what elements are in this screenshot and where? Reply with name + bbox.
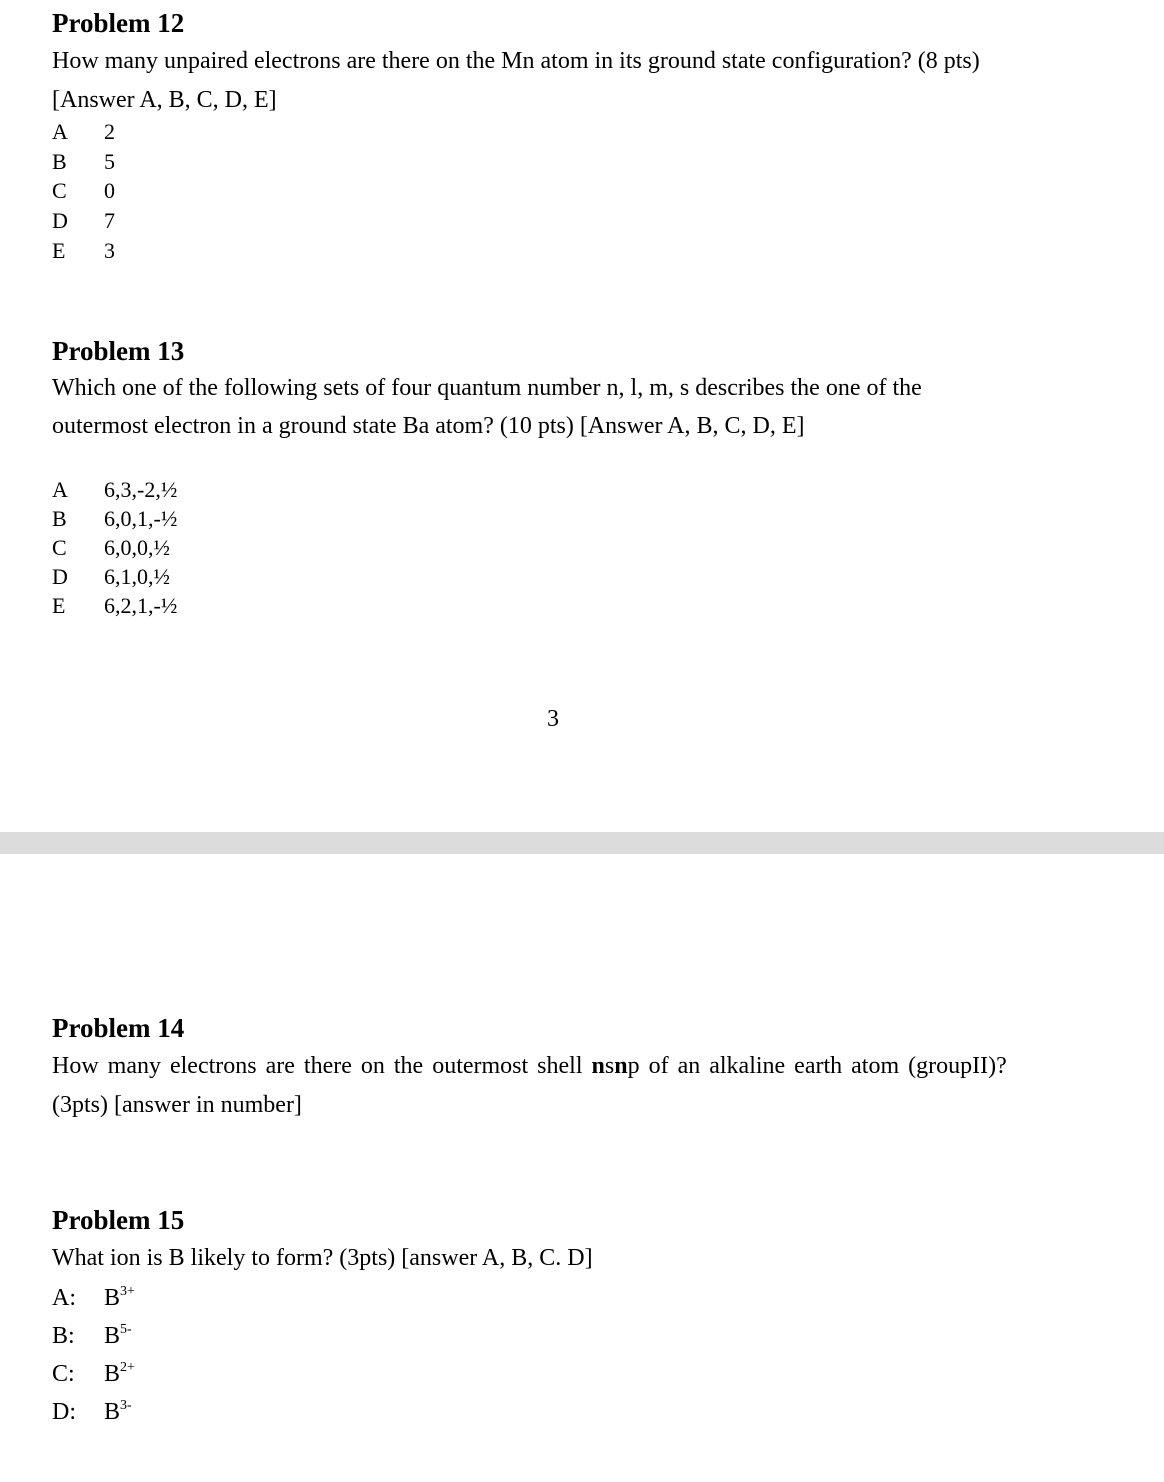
option-letter: C: — [52, 1361, 75, 1387]
ion-charge: 3+ — [120, 1284, 135, 1299]
option-letter: E — [52, 593, 66, 618]
ion-charge: 3- — [120, 1398, 132, 1413]
option-ion — [104, 1398, 132, 1430]
option-letter: D — [52, 564, 68, 589]
ion-charge: 2+ — [120, 1360, 135, 1375]
problem-14-question-line2: (3pts) [answer in number] — [52, 1092, 302, 1118]
question-text: How many electrons are there on the outermost shell — [52, 1053, 592, 1079]
problem-13-title: Problem 13 — [52, 336, 185, 366]
problem-14-title: Problem 14 — [52, 1013, 185, 1043]
option-value: 6,0,0,½ — [104, 535, 170, 560]
option-letter: B — [52, 506, 67, 531]
option-letter: E — [52, 238, 66, 263]
ion-base: B — [104, 1399, 121, 1425]
option-letter: A — [52, 477, 68, 502]
problem-15-question: What ion is B likely to form? (3pts) [answer A, B, C. D] — [52, 1245, 593, 1271]
ion-base: B — [104, 1285, 121, 1311]
option-value: 7 — [104, 208, 115, 233]
option-value: 6,1,0,½ — [104, 564, 170, 589]
problem-13-question-line2: outermost electron in a ground state Ba atom? (10 pts) [Answer A, B, C, D, E] — [52, 413, 805, 439]
option-value: 6,2,1,-½ — [104, 593, 178, 618]
question-text: of an alkaline earth atom (groupII)? — [639, 1053, 1007, 1079]
option-ion — [104, 1322, 132, 1354]
ion-base: B — [104, 1323, 121, 1349]
problem-12-title: Problem 12 — [52, 8, 185, 38]
option-ion — [104, 1284, 135, 1316]
shell-n: n — [591, 1053, 605, 1079]
page-number: 3 — [547, 706, 559, 732]
option-value: 3 — [104, 238, 115, 263]
option-value: 2 — [104, 119, 115, 144]
option-value: 6,0,1,-½ — [104, 506, 178, 531]
ion-base: B — [104, 1361, 121, 1387]
option-letter: B: — [52, 1323, 75, 1349]
option-value: 0 — [104, 178, 115, 203]
shell-s: s — [604, 1053, 615, 1079]
problem-12-question: How many unpaired electrons are there on the Mn atom in its ground state configuration? (8 pts) — [52, 48, 980, 74]
problem-14-question-line1 — [52, 1052, 1007, 1080]
problem-12-instruction: [Answer A, B, C, D, E] — [52, 87, 277, 113]
page-separator — [0, 832, 1164, 854]
ion-charge: 5- — [120, 1322, 132, 1337]
option-letter: D: — [52, 1399, 76, 1425]
option-letter: B — [52, 149, 67, 174]
option-letter: A — [52, 119, 68, 144]
option-letter: C — [52, 535, 67, 560]
option-letter: A: — [52, 1285, 76, 1311]
shell-p: p — [627, 1053, 640, 1079]
problem-15-title: Problem 15 — [52, 1205, 185, 1235]
option-letter: C — [52, 178, 67, 203]
option-value: 6,3,-2,½ — [104, 477, 178, 502]
problem-13-question-line1: Which one of the following sets of four quantum number n, l, m, s describes the one of the — [52, 375, 922, 401]
shell-n: n — [614, 1053, 628, 1079]
option-letter: D — [52, 208, 68, 233]
option-value: 5 — [104, 149, 115, 174]
option-ion — [104, 1360, 135, 1392]
